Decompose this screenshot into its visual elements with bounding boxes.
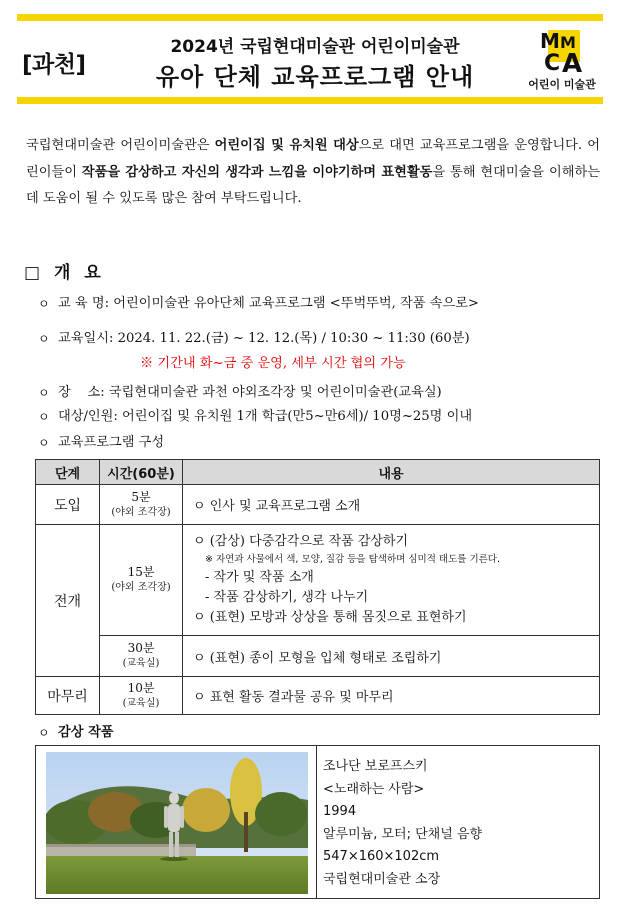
stage-intro: 도입 xyxy=(36,485,100,525)
item-value: 어린이미술관 유아단체 교육프로그램 <뚜벅뚜벅, 작품 속으로> xyxy=(113,296,479,311)
page-title-line2: 유아 단체 교육프로그램 안내 xyxy=(155,63,475,91)
time-cell xyxy=(100,485,183,525)
time-value: 5분 xyxy=(131,489,151,504)
stage-development: 전개 xyxy=(36,525,100,677)
mmca-logo-icon xyxy=(522,26,602,78)
time-cell xyxy=(100,636,183,677)
schedule-note: ※ 기간내 화~금 중 운영, 세부 시간 협의 가능 xyxy=(140,356,406,371)
time-place: (교육실) xyxy=(122,697,160,709)
time-cell xyxy=(100,525,183,636)
section-heading-overview: □ 개 요 xyxy=(24,263,105,283)
program-table xyxy=(35,459,600,715)
overview-item-schedule xyxy=(58,327,470,346)
intro-bold-1: 어린이집 및 유치원 대상 xyxy=(214,138,359,153)
overview-item-place xyxy=(58,381,442,400)
content-note: ※ 자연과 사물에서 색, 모양, 질감 등을 탐색하며 심미적 태도를 기른다. xyxy=(205,554,500,565)
intro-text-3: 을 통해 현대미술을 이해하는데 도움이 될 수 있도록 많은 참여 부탁드립니다. xyxy=(26,164,600,206)
overview-item-program-structure: 교육프로그램 구성 xyxy=(58,435,165,450)
item-value: 어린이집 및 유치원 1개 학급(만5~만6세)/ 10명~25명 이내 xyxy=(122,409,473,424)
artwork-divider xyxy=(316,746,317,898)
time-value: 30분 xyxy=(127,641,155,655)
content-line: - 작가 및 작품 소개 xyxy=(205,570,314,585)
artwork-material: 알루미늄, 모터; 단채널 음향 xyxy=(323,826,483,842)
table-row xyxy=(36,636,600,677)
svg-text:M: M xyxy=(540,29,560,53)
artwork-collection: 국립현대미술관 소장 xyxy=(323,871,441,887)
logo-caption: 어린이 미술관 xyxy=(528,78,596,91)
bullet-icon: ㅇ xyxy=(38,436,50,450)
item-label: 대상/인원: xyxy=(58,409,118,424)
mmca-logo xyxy=(522,26,602,94)
item-value: 2024. 11. 22.(금) ~ 12. 12.(목) / 10:30 ~ 11:30 (60분) xyxy=(117,331,470,346)
content-cell xyxy=(183,525,600,636)
intro-text-1: 국립현대미술관 어린이미술관은 xyxy=(26,138,215,153)
content-cell: ㅇ (표현) 종이 모형을 입체 형태로 조립하기 xyxy=(183,636,600,677)
artwork-size: 547×160×102cm xyxy=(323,849,440,864)
table-header-row xyxy=(36,460,600,485)
overview-item-target xyxy=(58,405,472,424)
time-value: 15분 xyxy=(127,565,155,579)
table-row xyxy=(36,525,600,636)
artwork-photo xyxy=(46,752,308,894)
bullet-icon: ㅇ xyxy=(38,726,50,740)
item-label: 교육일시: xyxy=(58,331,114,346)
time-value: 10분 xyxy=(127,680,155,695)
header-stage: 단계 xyxy=(36,460,100,485)
svg-text:M: M xyxy=(560,33,576,52)
svg-text:A: A xyxy=(562,49,583,78)
intro-text-2: 으로 대면 교육프로그램을 운영합니다. 어린이들이 xyxy=(26,138,601,180)
artwork-heading: 감상 작품 xyxy=(58,725,114,740)
time-place: (교육실) xyxy=(122,658,160,669)
bullet-icon: ㅇ xyxy=(38,386,50,400)
table-row xyxy=(36,485,600,525)
table-row xyxy=(36,677,600,715)
content-line: ㅇ (감상) 다중감각으로 작품 감상하기 xyxy=(193,534,409,549)
time-place: (야외 조각장) xyxy=(111,582,171,593)
content-cell: ㅇ 표현 활동 결과물 공유 및 마무리 xyxy=(183,677,600,715)
bullet-icon: ㅇ xyxy=(38,297,50,311)
content-line: - 작품 감상하기, 생각 나누기 xyxy=(205,590,369,605)
artwork-box xyxy=(35,745,600,899)
artwork-info xyxy=(323,756,482,891)
stage-wrap-up: 마무리 xyxy=(36,677,100,715)
header-content: 내용 xyxy=(183,460,600,485)
time-place: (야외 조각장) xyxy=(111,506,171,518)
artwork-artist: 조나단 보로프스키 xyxy=(323,759,428,774)
svg-text:C: C xyxy=(544,51,561,76)
bullet-icon: ㅇ xyxy=(38,410,50,424)
item-label: 교 육 명: xyxy=(58,296,110,311)
artwork-title: <노래하는 사람> xyxy=(323,781,425,797)
item-label: 장 소: xyxy=(58,385,105,400)
intro-paragraph xyxy=(26,133,600,213)
content-cell: ㅇ 인사 및 교육프로그램 소개 xyxy=(183,485,600,525)
item-value: 국립현대미술관 과천 야외조각장 및 어린이미술관(교육실) xyxy=(108,385,442,400)
header-bottom-bar xyxy=(17,97,603,104)
artwork-year: 1994 xyxy=(323,804,357,819)
time-cell xyxy=(100,677,183,715)
overview-item-program-name xyxy=(58,292,479,311)
page-title-line1: 2024년 국립현대미술관 어린이미술관 xyxy=(170,37,460,57)
location-tag: [과천] xyxy=(22,52,86,78)
header-time: 시간(60분) xyxy=(100,460,183,485)
intro-bold-2: 작품을 감상하고 자신의 생각과 느낌을 이야기하며 표현활동 xyxy=(81,164,433,180)
bullet-icon: ㅇ xyxy=(38,332,50,346)
artwork-photo-image xyxy=(46,752,308,894)
header-top-bar xyxy=(17,14,603,21)
content-line: ㅇ (표현) 모방과 상상을 통해 몸짓으로 표현하기 xyxy=(193,610,467,625)
